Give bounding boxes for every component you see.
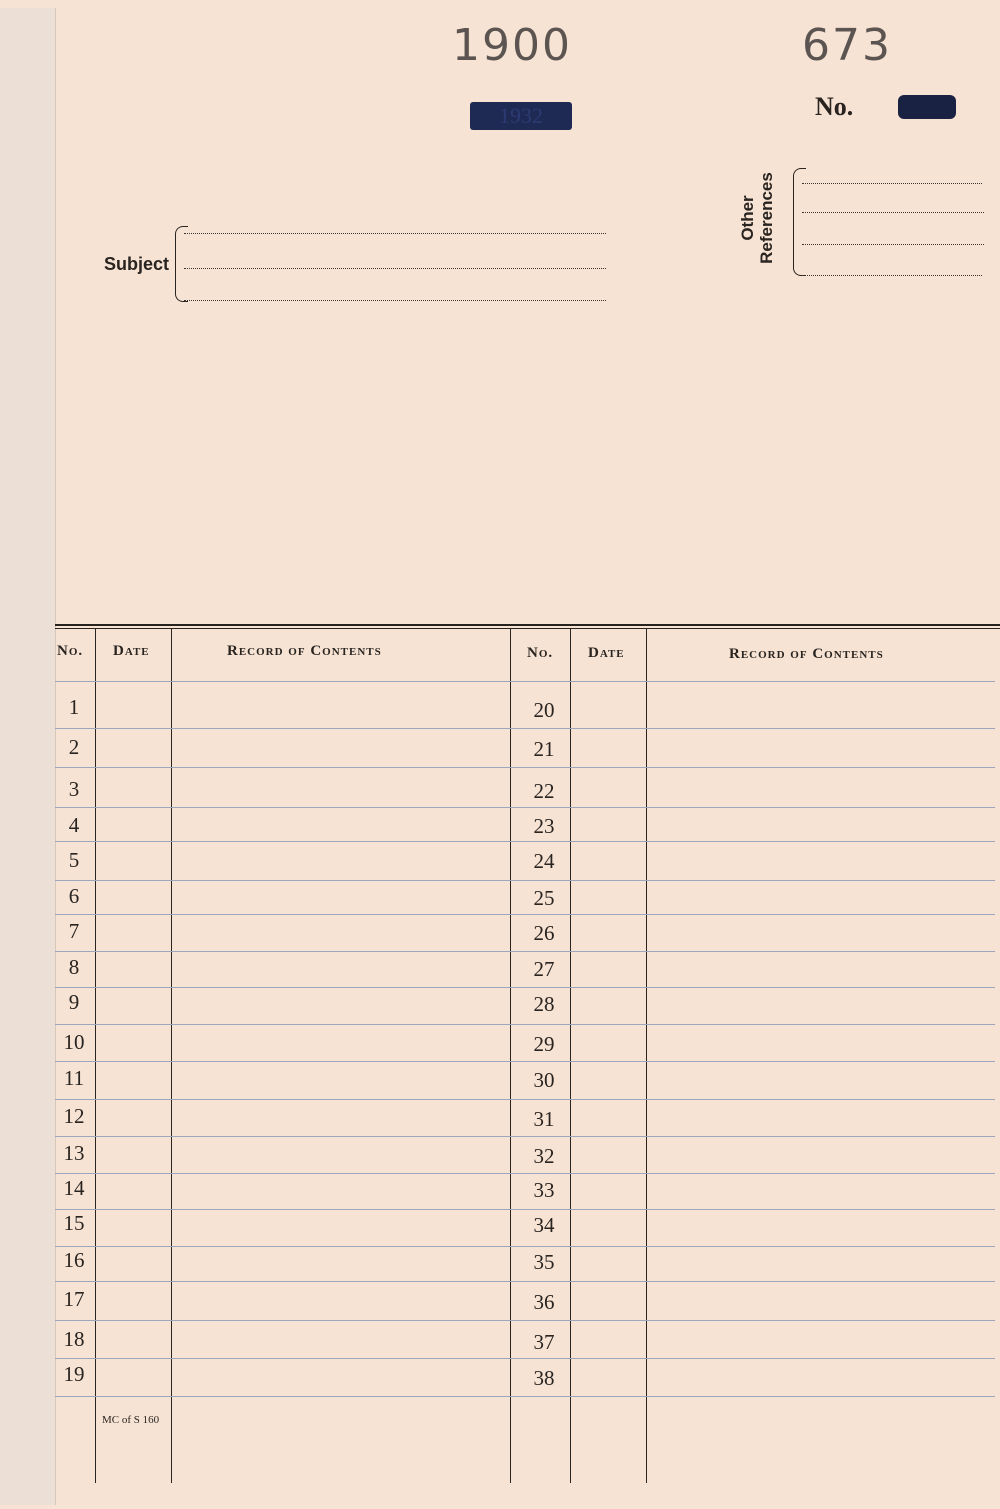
ruled-line	[55, 728, 995, 729]
column-divider	[95, 628, 96, 1483]
row-number-left: 10	[63, 1030, 85, 1054]
reference-line-1[interactable]	[802, 183, 982, 184]
row-number-right: 37	[533, 1330, 555, 1354]
row-number-left: 4	[68, 813, 80, 837]
redacted-number	[898, 95, 956, 119]
row-number-left: 16	[63, 1248, 85, 1272]
reference-line-4[interactable]	[802, 275, 982, 276]
ruled-line	[55, 1246, 995, 1247]
row-number-left: 18	[63, 1327, 85, 1351]
number-label: No.	[815, 92, 854, 121]
ruled-line	[55, 681, 995, 682]
row-number-left: 11	[63, 1066, 85, 1090]
row-number-right: 25	[533, 886, 555, 910]
row-number-right: 21	[533, 737, 555, 761]
row-number-left: 8	[68, 955, 80, 979]
row-number-right: 35	[533, 1250, 555, 1274]
reference-line-2[interactable]	[802, 212, 984, 213]
row-number-right: 31	[533, 1107, 555, 1131]
subject-line-3[interactable]	[184, 300, 606, 301]
ruled-line	[55, 1024, 995, 1025]
ruled-line	[55, 1358, 995, 1359]
row-number-right: 33	[533, 1178, 555, 1202]
row-number-left: 2	[68, 735, 80, 759]
file-number-stamp: 673	[802, 20, 892, 71]
row-number-left: 7	[68, 919, 80, 943]
other-references-label-2: References	[757, 172, 776, 264]
row-number-right: 32	[533, 1144, 555, 1168]
other-references-label	[738, 168, 776, 268]
column-divider	[510, 628, 511, 1483]
form-code: MC of S 160	[102, 1414, 160, 1426]
row-number-right: 28	[533, 992, 555, 1016]
table-top-rule	[55, 624, 1000, 626]
ruled-line	[55, 951, 995, 952]
ruled-line	[55, 1396, 995, 1397]
ruled-line	[55, 880, 995, 881]
header-record-right: Record of Contents	[729, 646, 884, 662]
ruled-line	[55, 1136, 995, 1137]
row-number-left: 19	[63, 1362, 85, 1386]
ruled-line	[55, 1061, 995, 1062]
row-number-left: 17	[63, 1287, 85, 1311]
other-references-label-1: Other	[738, 195, 757, 241]
cloth-spine	[0, 8, 56, 1505]
redacted-year: 1932	[470, 102, 572, 130]
row-number-right: 29	[533, 1032, 555, 1056]
ruled-line	[55, 841, 995, 842]
column-divider	[646, 628, 647, 1483]
row-number-right: 20	[533, 698, 555, 722]
ruled-line	[55, 987, 995, 988]
row-number-right: 34	[533, 1213, 555, 1237]
row-number-right: 27	[533, 957, 555, 981]
row-number-left: 15	[63, 1211, 85, 1235]
ruled-line	[55, 1320, 995, 1321]
references-brace	[793, 168, 806, 276]
header-date-left: Date	[113, 643, 150, 659]
ruled-line	[55, 1173, 995, 1174]
row-number-left: 3	[68, 777, 80, 801]
column-divider	[171, 628, 172, 1483]
subject-label: Subject	[104, 254, 170, 274]
subject-line-2[interactable]	[184, 268, 606, 269]
row-number-right: 38	[533, 1366, 555, 1390]
ruled-line	[55, 1099, 995, 1100]
ruled-line	[55, 914, 995, 915]
row-number-left: 9	[68, 990, 80, 1014]
header-record-left: Record of Contents	[227, 643, 382, 659]
reference-line-3[interactable]	[802, 244, 984, 245]
row-number-left: 13	[63, 1141, 85, 1165]
row-number-right: 23	[533, 814, 555, 838]
ruled-line	[55, 767, 995, 768]
column-divider	[570, 628, 571, 1483]
subject-line-1[interactable]	[184, 233, 606, 234]
header-no-right: No.	[527, 645, 554, 661]
year-stamp: 1900	[452, 20, 572, 71]
row-number-right: 36	[533, 1290, 555, 1314]
row-number-left: 14	[63, 1176, 85, 1200]
ruled-line	[55, 1209, 995, 1210]
ruled-line	[55, 807, 995, 808]
row-number-left: 5	[68, 848, 80, 872]
row-number-left: 12	[63, 1104, 85, 1128]
row-number-right: 22	[533, 779, 555, 803]
row-number-right: 30	[533, 1068, 555, 1092]
row-number-left: 6	[68, 884, 80, 908]
header-no-left: No.	[57, 643, 84, 659]
row-number-right: 24	[533, 849, 555, 873]
row-number-right: 26	[533, 921, 555, 945]
subject-brace	[175, 226, 188, 302]
row-number-left: 1	[68, 695, 80, 719]
ruled-line	[55, 1281, 995, 1282]
table-top-rule-2	[55, 628, 1000, 629]
header-date-right: Date	[588, 645, 625, 661]
